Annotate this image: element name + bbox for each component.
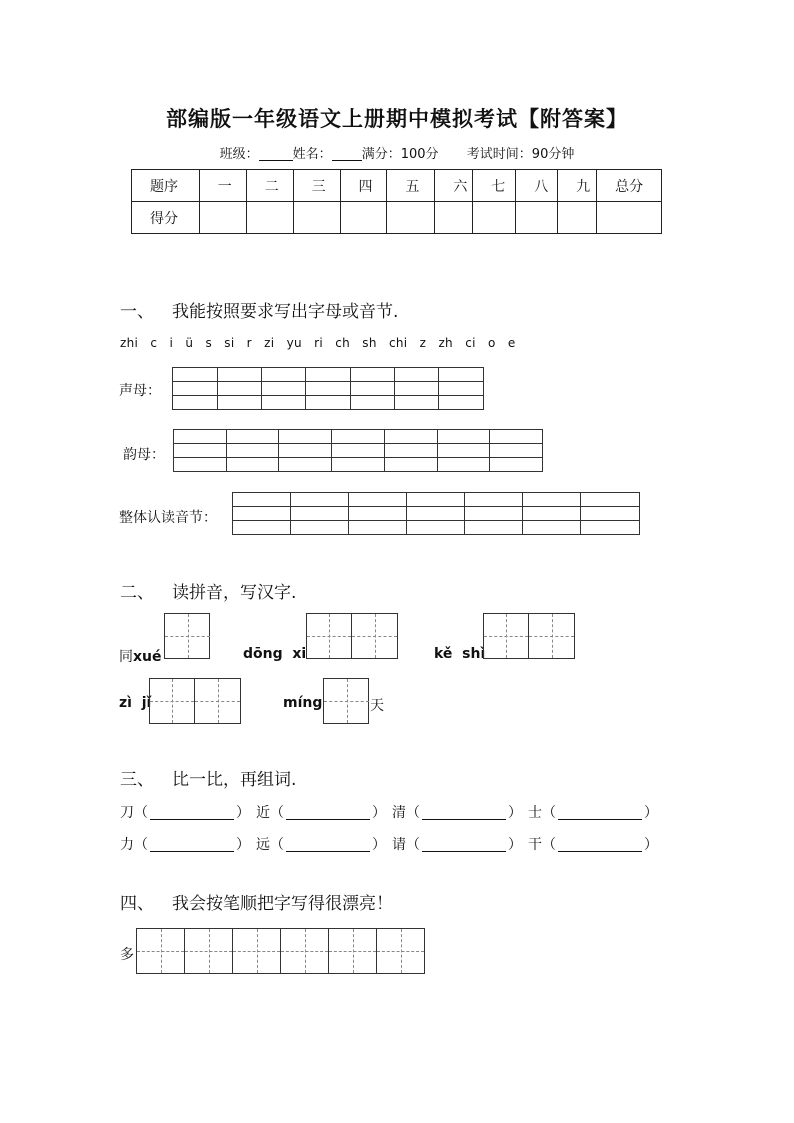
answer-blank[interactable]: [422, 837, 506, 852]
answer-blank[interactable]: [558, 805, 642, 820]
stroke-practice-grid[interactable]: [136, 928, 425, 974]
write-box[interactable]: [483, 613, 575, 659]
score-cell[interactable]: [246, 202, 293, 234]
score-row-label: 得分: [132, 202, 200, 234]
close-paren: ）: [236, 805, 250, 821]
close-paren: ）: [644, 837, 658, 853]
open-paren: （: [134, 837, 148, 853]
score-cell[interactable]: [199, 202, 246, 234]
tian-cell[interactable]: [195, 679, 240, 723]
section-title: 比一比，再组词.: [172, 770, 297, 790]
open-paren: （: [270, 805, 284, 821]
suffix-char: 天: [370, 698, 384, 714]
write-box[interactable]: [149, 678, 241, 724]
compare-char: 刀: [120, 805, 134, 821]
answer-blank[interactable]: [286, 837, 370, 852]
yunmu-grid[interactable]: [171, 427, 545, 473]
answer-blank[interactable]: [150, 837, 234, 852]
compare-row-1: [120, 802, 664, 822]
score-header-cell: 一: [199, 170, 246, 202]
tian-cell[interactable]: [165, 614, 210, 658]
open-paren: （: [542, 837, 556, 853]
exam-info: [0, 143, 794, 162]
page-title: 部编版一年级语文上册期中模拟考试【附答案】: [166, 106, 628, 131]
close-paren: ）: [236, 837, 250, 853]
compare-char: 近: [256, 805, 270, 821]
score-header-cell: 二: [246, 170, 293, 202]
tian-cell[interactable]: [377, 929, 424, 973]
shengmu-grid[interactable]: [170, 365, 486, 411]
section-number: 四、: [120, 894, 154, 914]
section-number: 一、: [120, 302, 154, 322]
compare-char: 干: [528, 837, 542, 853]
zhengti-grid[interactable]: [230, 490, 642, 536]
close-paren: ）: [644, 805, 658, 821]
zhengti-label: 整体认读音节：: [119, 510, 217, 526]
tian-cell[interactable]: [150, 679, 195, 723]
score-cell[interactable]: [293, 202, 340, 234]
tian-cell[interactable]: [307, 614, 352, 658]
section-number: 二、: [120, 583, 154, 603]
score-cell[interactable]: [435, 202, 473, 234]
tian-cell[interactable]: [529, 614, 574, 658]
pinyin-text: dōng xi: [243, 646, 307, 662]
yunmu-label: 韵母：: [123, 447, 165, 463]
score-cell[interactable]: [516, 202, 558, 234]
compare-char: 力: [120, 837, 134, 853]
tian-cell[interactable]: [484, 614, 529, 658]
close-paren: ）: [508, 805, 522, 821]
section-title: 我会按笔顺把字写得很漂亮！: [172, 894, 393, 914]
compare-char: 请: [392, 837, 406, 853]
tian-cell[interactable]: [281, 929, 329, 973]
compare-row-2: [120, 834, 664, 854]
score-header-cell: 六: [435, 170, 473, 202]
pinyin-text: xué: [133, 649, 162, 665]
score-header-cell: 七: [473, 170, 516, 202]
tian-cell[interactable]: [233, 929, 281, 973]
score-header-cell: 四: [340, 170, 387, 202]
open-paren: （: [542, 805, 556, 821]
class-label: 班级：: [219, 147, 259, 162]
close-paren: ）: [372, 805, 386, 821]
section4-heading: [120, 889, 393, 914]
score-cell[interactable]: [340, 202, 387, 234]
open-paren: （: [134, 805, 148, 821]
write-box[interactable]: [306, 613, 398, 659]
open-paren: （: [406, 837, 420, 853]
shengmu-label: 声母：: [119, 383, 161, 399]
score-header-cell: 总分: [597, 170, 662, 202]
pinyin-item-tongxue: [119, 646, 162, 666]
name-label: 姓名：: [292, 147, 332, 162]
pinyin-text: kě shì: [434, 646, 486, 662]
class-blank[interactable]: [259, 146, 293, 161]
pinyin-text: zì jǐ: [119, 695, 152, 711]
open-paren: （: [270, 837, 284, 853]
full-marks: 满分：100分: [361, 147, 439, 162]
letters-list: zhi c i ü s si r zi yu ri ch sh chi z zh ci o e: [120, 336, 516, 350]
write-box[interactable]: [323, 678, 369, 724]
score-cell[interactable]: [473, 202, 516, 234]
section-title: 读拼音，写汉字.: [172, 583, 297, 603]
score-header-cell: 三: [293, 170, 340, 202]
prefix-char: 同: [119, 649, 133, 665]
score-header-cell: 五: [387, 170, 435, 202]
section-number: 三、: [120, 770, 154, 790]
score-header-cell: 题序: [132, 170, 200, 202]
answer-blank[interactable]: [150, 805, 234, 820]
practice-char: 多: [120, 947, 134, 963]
answer-blank[interactable]: [558, 837, 642, 852]
tian-cell[interactable]: [185, 929, 233, 973]
section2-heading: [120, 578, 296, 603]
section3-heading: [120, 765, 296, 790]
answer-blank[interactable]: [422, 805, 506, 820]
pinyin-text: míng: [283, 695, 323, 711]
score-cell[interactable]: [558, 202, 597, 234]
answer-blank[interactable]: [286, 805, 370, 820]
open-paren: （: [406, 805, 420, 821]
compare-char: 远: [256, 837, 270, 853]
score-header-cell: 九: [558, 170, 597, 202]
close-paren: ）: [508, 837, 522, 853]
close-paren: ）: [372, 837, 386, 853]
tian-cell[interactable]: [324, 679, 369, 723]
section1-heading: [120, 297, 398, 322]
score-cell[interactable]: [387, 202, 435, 234]
section-title: 我能按照要求写出字母或音节.: [172, 302, 399, 322]
write-box[interactable]: [164, 613, 210, 659]
compare-char: 清: [392, 805, 406, 821]
score-value-row: [132, 202, 662, 234]
score-cell[interactable]: [597, 202, 662, 234]
tian-cell[interactable]: [329, 929, 377, 973]
tian-cell[interactable]: [137, 929, 185, 973]
score-header-row: [132, 170, 662, 202]
name-blank[interactable]: [332, 146, 362, 161]
score-header-cell: 八: [516, 170, 558, 202]
tian-cell[interactable]: [352, 614, 397, 658]
compare-char: 士: [528, 805, 542, 821]
score-table: [131, 169, 662, 234]
exam-time: 考试时间：90分钟: [466, 147, 575, 162]
